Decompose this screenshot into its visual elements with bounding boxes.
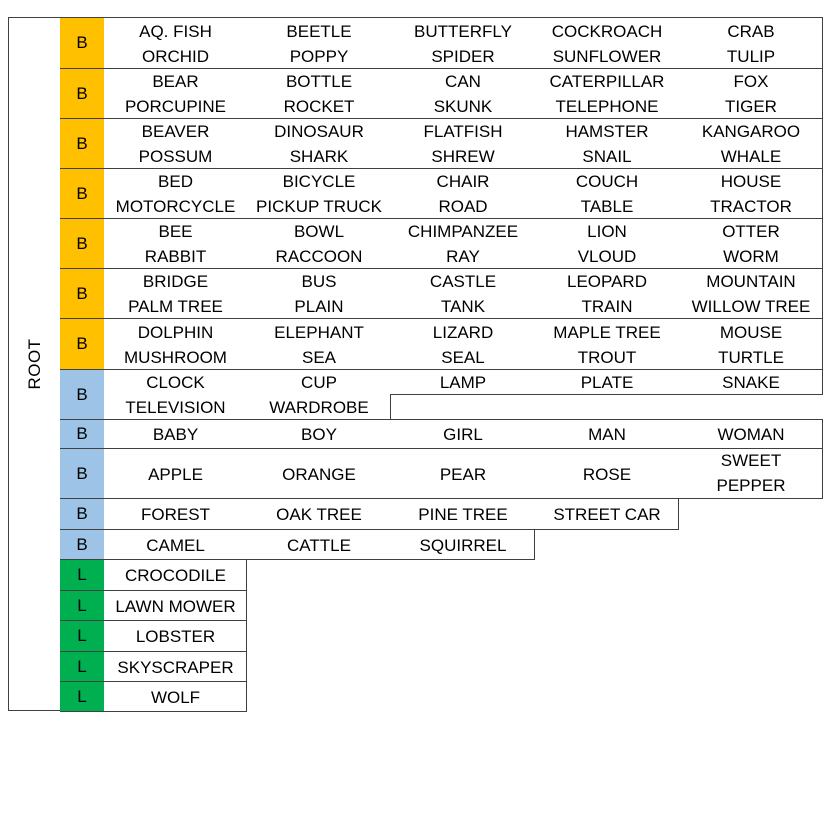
class-label: MUSHROOM — [124, 348, 227, 367]
class-label: CATERPILLAR — [549, 72, 665, 91]
class-label: SEAL — [441, 348, 485, 367]
class-label: CHAIR — [436, 172, 490, 191]
class-label: SHARK — [289, 147, 349, 166]
class-label: OAK TREE — [276, 505, 362, 524]
class-label: LAWN MOWER — [115, 597, 236, 616]
node-type-badge: B — [60, 168, 104, 219]
node-type-badge: B — [60, 448, 104, 499]
class-label: LIZARD — [432, 323, 494, 342]
class-label: TELEVISION — [125, 398, 226, 417]
class-label: CAMEL — [146, 536, 205, 555]
class-label: GIRL — [443, 425, 483, 444]
class-label: CROCODILE — [124, 566, 227, 585]
class-label: POPPY — [289, 47, 349, 66]
class-label: BICYCLE — [282, 172, 356, 191]
class-label: PLAIN — [294, 297, 344, 316]
class-label: TRACTOR — [710, 197, 792, 216]
class-label: CHIMPANZEE — [407, 222, 519, 241]
class-label: TROUT — [577, 348, 637, 367]
class-label: MAN — [588, 425, 626, 444]
node-type-badge: B — [60, 419, 104, 449]
class-label: ROAD — [438, 197, 488, 216]
class-label-line: SWEET — [720, 451, 782, 470]
class-label: TABLE — [580, 197, 634, 216]
class-label: WORM — [723, 247, 779, 266]
class-label: PEAR — [439, 465, 487, 484]
class-label: SQUIRREL — [419, 536, 507, 555]
class-label: LEOPARD — [567, 272, 647, 291]
class-label: LAMP — [439, 373, 487, 392]
class-label: SPIDER — [431, 47, 495, 66]
class-label: COCKROACH — [551, 22, 663, 41]
node-type-badge: B — [60, 268, 104, 319]
class-label: RAY — [446, 247, 480, 266]
node-type-badge: B — [60, 218, 104, 269]
class-label: TULIP — [726, 47, 776, 66]
class-label: SHREW — [431, 147, 495, 166]
class-label: SNAKE — [722, 373, 780, 392]
class-label: ORCHID — [141, 47, 210, 66]
class-label: DINOSAUR — [274, 122, 364, 141]
class-label: ROCKET — [283, 97, 355, 116]
class-label: PORCUPINE — [124, 97, 227, 116]
class-label: DOLPHIN — [137, 323, 214, 342]
class-label: RABBIT — [144, 247, 207, 266]
node-type-badge: B — [60, 369, 104, 420]
class-label: TRAIN — [581, 297, 633, 316]
node-type-badge: L — [60, 559, 104, 591]
class-label: HAMSTER — [565, 122, 649, 141]
class-label: MAPLE TREE — [553, 323, 661, 342]
node-type-badge: L — [60, 681, 104, 712]
node-type-badge: B — [60, 318, 104, 370]
class-label: AQ. FISH — [139, 22, 212, 41]
class-label: MOUSE — [719, 323, 783, 342]
class-label: TELEPHONE — [555, 97, 659, 116]
class-label: BOTTLE — [285, 72, 353, 91]
class-label: CATTLE — [287, 536, 351, 555]
class-label: BRIDGE — [142, 272, 209, 291]
class-label: SNAIL — [582, 147, 632, 166]
class-label: WOMAN — [717, 425, 785, 444]
class-label: ORANGE — [282, 465, 356, 484]
class-label: WOLF — [150, 688, 201, 707]
root-node — [8, 17, 61, 711]
class-label: FOX — [733, 72, 769, 91]
class-label: BEAR — [152, 72, 199, 91]
class-label: SEA — [301, 348, 337, 367]
class-label: SKUNK — [433, 97, 493, 116]
class-label: BUS — [301, 272, 337, 291]
class-label: PLATE — [580, 373, 634, 392]
class-label — [679, 448, 823, 498]
class-label: MOTORCYCLE — [115, 197, 236, 216]
class-label: BEE — [158, 222, 193, 241]
class-label: WILLOW TREE — [691, 297, 811, 316]
class-label: STREET CAR — [553, 505, 661, 524]
class-label: WHALE — [720, 147, 782, 166]
class-label: FLATFISH — [423, 122, 503, 141]
class-label: OTTER — [722, 222, 780, 241]
class-label: COUCH — [575, 172, 639, 191]
class-label: KANGAROO — [701, 122, 801, 141]
class-label: SUNFLOWER — [552, 47, 662, 66]
class-label: CRAB — [727, 22, 775, 41]
class-label: CLOCK — [146, 373, 205, 392]
node-type-badge: B — [60, 68, 104, 119]
node-type-badge: L — [60, 620, 104, 652]
class-label: SKYSCRAPER — [117, 658, 234, 677]
class-label: BOY — [301, 425, 337, 444]
class-label: POSSUM — [138, 147, 213, 166]
class-label: TANK — [440, 297, 486, 316]
class-label: WARDROBE — [269, 398, 369, 417]
class-label: LION — [587, 222, 627, 241]
class-label: BEAVER — [141, 122, 210, 141]
class-label: MOUNTAIN — [706, 272, 796, 291]
class-label: TIGER — [725, 97, 777, 116]
class-label: VLOUD — [577, 247, 637, 266]
class-label: HOUSE — [720, 172, 782, 191]
class-label: PICKUP TRUCK — [256, 197, 382, 216]
node-type-badge: L — [60, 651, 104, 682]
class-label: FOREST — [141, 505, 210, 524]
class-label: PINE TREE — [418, 505, 508, 524]
class-label: RACCOON — [275, 247, 363, 266]
node-type-badge: B — [60, 17, 104, 69]
root-label: ROOT — [24, 338, 44, 390]
class-label: CASTLE — [429, 272, 497, 291]
class-label: CUP — [301, 373, 337, 392]
class-label: BOWL — [293, 222, 345, 241]
class-label: LOBSTER — [135, 627, 216, 646]
class-label: ELEPHANT — [274, 323, 364, 342]
node-type-badge: B — [60, 529, 104, 560]
node-type-badge: B — [60, 498, 104, 530]
class-label: CAN — [445, 72, 481, 91]
class-label: TURTLE — [718, 348, 784, 367]
class-label: BED — [158, 172, 193, 191]
class-label: BEETLE — [286, 22, 352, 41]
node-type-badge: L — [60, 590, 104, 621]
class-label: BABY — [152, 425, 199, 444]
class-label: APPLE — [148, 465, 203, 484]
class-label: BUTTERFLY — [414, 22, 512, 41]
class-label-line: PEPPER — [716, 476, 786, 495]
class-label: ROSE — [582, 465, 632, 484]
node-type-badge: B — [60, 118, 104, 169]
class-label: PALM TREE — [128, 297, 223, 316]
